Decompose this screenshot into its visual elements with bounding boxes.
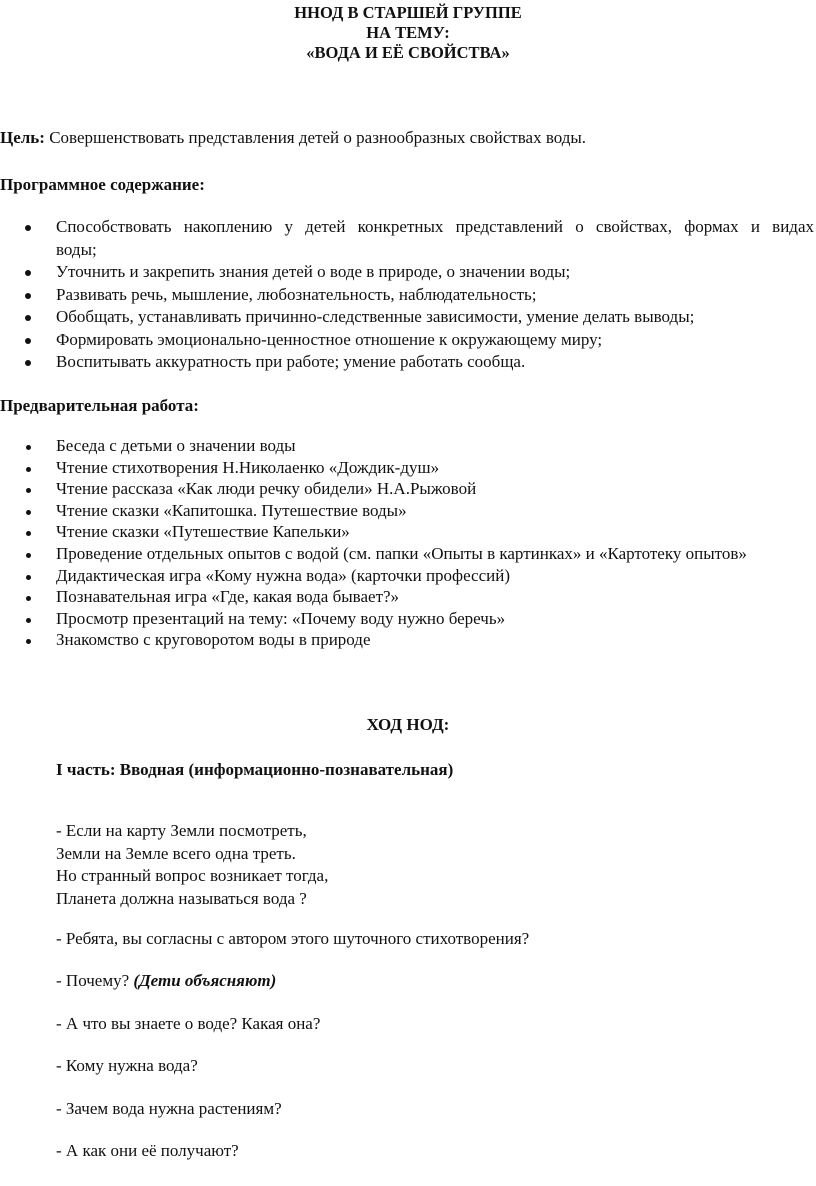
list-item bbox=[0, 284, 816, 307]
list-item bbox=[0, 306, 816, 329]
bullet-icon bbox=[25, 270, 31, 276]
list-item bbox=[0, 521, 816, 543]
goal-label: Цель: bbox=[0, 128, 45, 147]
list-item-text: Чтение стихотворения Н.Николаенко «Дождик-душ» bbox=[56, 457, 440, 477]
list-item-text: Способствовать накоплению у детей конкретных представлений о свойствах, формах и видах bbox=[56, 217, 814, 236]
program-heading bbox=[0, 175, 205, 195]
list-item-text: Просмотр презентаций на тему: «Почему воду нужно беречь» bbox=[56, 608, 506, 628]
question-text: - Почему? bbox=[56, 971, 134, 990]
title-line-2: НА ТЕМУ: bbox=[366, 23, 450, 42]
stage-note: (Дети объясняют) bbox=[133, 971, 277, 990]
bullet-icon bbox=[26, 618, 31, 623]
list-item bbox=[0, 261, 816, 284]
poem-line: Но странный вопрос возникает тогда, bbox=[56, 866, 329, 885]
document-title bbox=[0, 3, 816, 63]
list-item-text: Развивать речь, мышление, любознательность, наблюдательность; bbox=[56, 284, 537, 304]
bullet-icon bbox=[25, 315, 31, 321]
list-item bbox=[0, 478, 816, 500]
list-item bbox=[0, 500, 816, 522]
bullet-icon bbox=[25, 293, 31, 299]
dialogue-question-3: - А что вы знаете о воде? Какая она? bbox=[56, 1014, 321, 1033]
list-item bbox=[0, 216, 816, 261]
bullet-icon bbox=[26, 596, 31, 601]
bullet-icon bbox=[26, 445, 31, 450]
poem-block bbox=[56, 820, 328, 910]
list-item bbox=[0, 586, 816, 608]
bullet-icon bbox=[26, 531, 31, 536]
bullet-icon bbox=[26, 639, 31, 644]
list-item-text: Беседа с детьми о значении воды bbox=[56, 436, 296, 455]
poem-line: - Если на карту Земли посмотреть, bbox=[56, 821, 307, 840]
title-line-3: «ВОДА И ЕЁ СВОЙСТВА» bbox=[306, 43, 510, 62]
part-1-heading: I часть: Вводная (информационно-познавательная) bbox=[56, 760, 454, 779]
bullet-icon bbox=[25, 338, 31, 344]
bullet-icon bbox=[26, 575, 31, 580]
list-item-text: Обобщать, устанавливать причинно-следственные зависимости, умение делать выводы; bbox=[56, 307, 695, 326]
preliminary-heading-text: Предварительная работа: bbox=[0, 396, 199, 415]
goal-paragraph bbox=[0, 128, 586, 148]
list-item-text: Дидактическая игра «Кому нужна вода» (карточки профессий) bbox=[56, 565, 510, 585]
preliminary-list bbox=[0, 435, 816, 651]
dialogue-question-6: - А как они её получают? bbox=[56, 1141, 239, 1160]
title-line-1: ННОД В СТАРШЕЙ ГРУППЕ bbox=[294, 3, 522, 22]
list-item bbox=[0, 435, 816, 457]
preliminary-heading bbox=[0, 396, 199, 416]
bullet-icon bbox=[26, 488, 31, 493]
list-item-text: Чтение сказки «Капитошка. Путешествие воды» bbox=[56, 500, 407, 520]
bullet-icon bbox=[26, 467, 31, 472]
goal-text: Совершенствовать представления детей о разнообразных свойствах воды. bbox=[44, 128, 587, 147]
dialogue-question-5: - Зачем вода нужна растениям? bbox=[56, 1099, 282, 1118]
list-item bbox=[0, 608, 816, 630]
dialogue-question-2 bbox=[56, 971, 276, 991]
list-item bbox=[0, 351, 816, 374]
list-item-text: Знакомство с круговоротом воды в природе bbox=[56, 630, 371, 650]
list-item bbox=[0, 565, 816, 587]
list-item bbox=[0, 543, 816, 565]
dialogue-question-4: - Кому нужна вода? bbox=[56, 1056, 198, 1075]
list-item-text: Чтение рассказа «Как люди речку обидели» Н.А.Рыжовой bbox=[56, 479, 477, 499]
program-heading-text: Программное содержание: bbox=[0, 175, 205, 194]
list-item bbox=[0, 457, 816, 479]
list-item bbox=[0, 629, 816, 651]
bullet-icon bbox=[26, 553, 31, 558]
list-item-text: Проведение отдельных опытов с водой (см. папки «Опыты в картинках» и «Картотеку опытов» bbox=[56, 543, 747, 563]
list-item-text-continued: воды; bbox=[56, 239, 97, 259]
list-item-text: Уточнить и закрепить знания детей о воде в природе, о значении воды; bbox=[56, 262, 571, 281]
list-item-text: Воспитывать аккуратность при работе; умение работать сообща. bbox=[56, 352, 526, 371]
dialogue-question-1: - Ребята, вы согласны с автором этого шуточного стихотворения? bbox=[56, 929, 530, 948]
bullet-icon bbox=[25, 225, 31, 231]
program-list bbox=[0, 216, 816, 374]
list-item-text: Чтение сказки «Путешествие Капельки» bbox=[56, 522, 350, 542]
bullet-icon bbox=[25, 360, 31, 366]
list-item-text: Формировать эмоционально-ценностное отношение к окружающему миру; bbox=[56, 329, 603, 349]
list-item-text: Познавательная игра «Где, какая вода бывает?» bbox=[56, 587, 400, 607]
course-heading: ХОД НОД: bbox=[366, 715, 450, 734]
poem-line: Земли на Земле всего одна треть. bbox=[56, 843, 296, 863]
bullet-icon bbox=[26, 510, 31, 515]
poem-line: Планета должна называться вода ? bbox=[56, 888, 307, 908]
list-item bbox=[0, 329, 816, 352]
